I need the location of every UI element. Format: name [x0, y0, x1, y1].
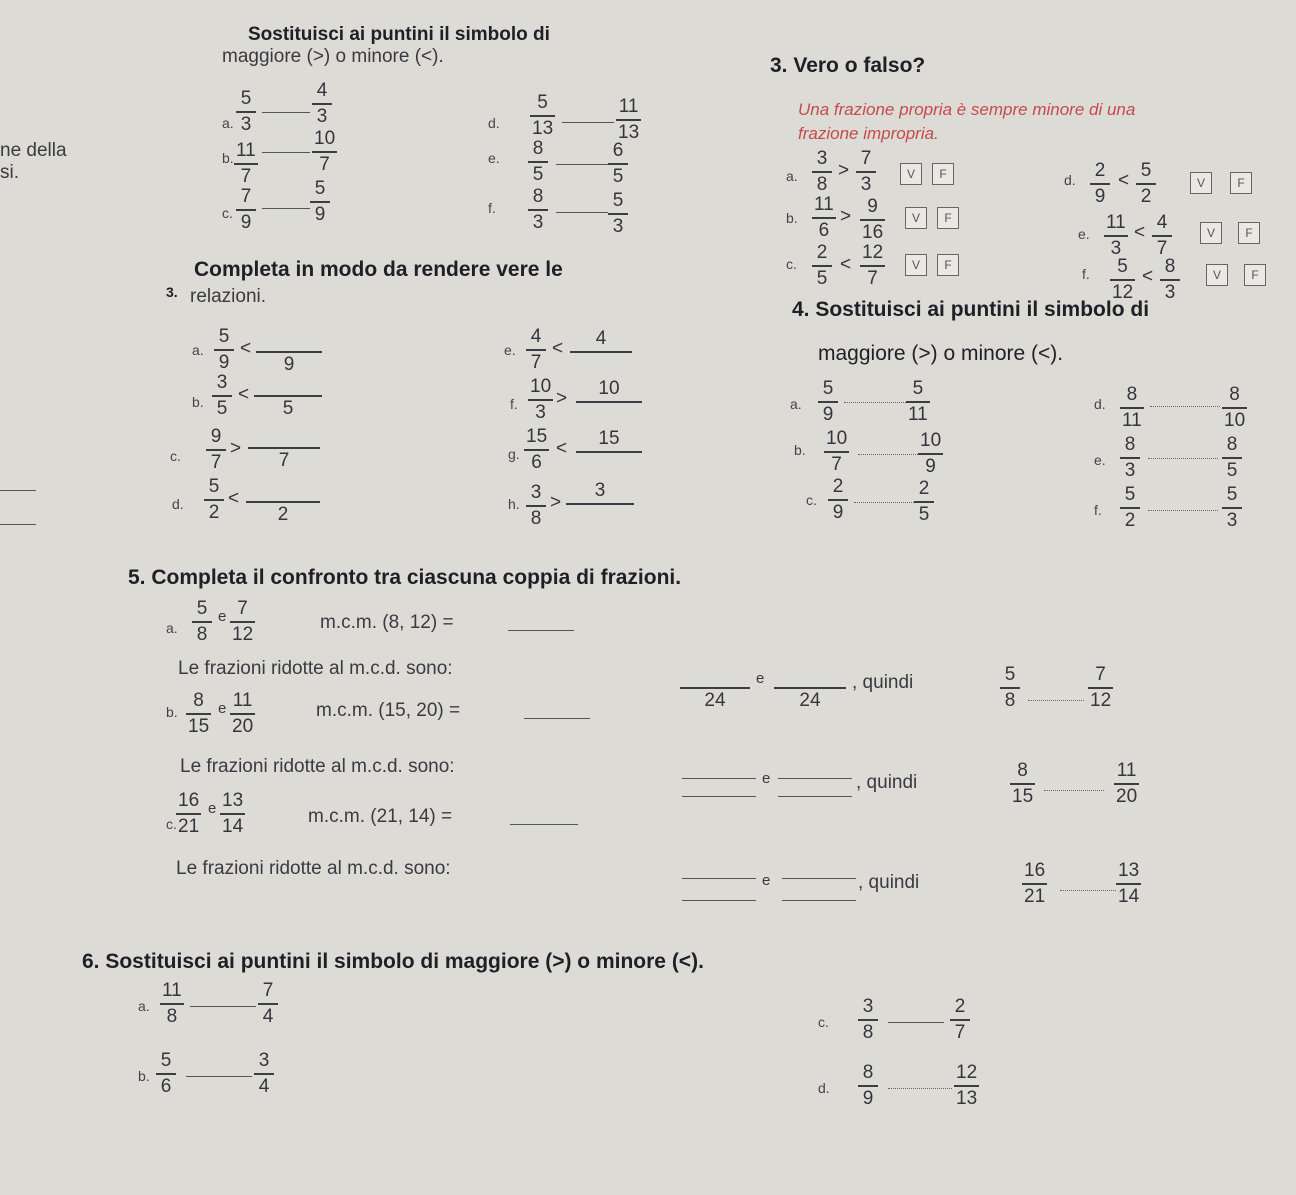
fraction: 4 7: [526, 326, 546, 374]
fraction: 5 9: [818, 378, 838, 426]
fraction: 13 14: [1118, 860, 1140, 907]
fraction: 10 3: [530, 376, 552, 423]
answer-blank[interactable]: [1148, 458, 1218, 459]
denominator-blank[interactable]: [682, 900, 756, 901]
fraction: 11 6: [814, 194, 834, 241]
fraction: 5 2: [1120, 484, 1140, 532]
fraction: 16 21: [178, 790, 200, 837]
numerator-blank[interactable]: [682, 778, 756, 779]
ex3-title: 3. Vero o falso?: [770, 54, 926, 77]
numerator-blank[interactable]: [778, 778, 852, 779]
fraction-incomplete[interactable]: 4: [570, 328, 632, 376]
fraction: 2 9: [1090, 160, 1110, 208]
reduced-text: Le frazioni ridotte al m.c.d. sono:: [178, 658, 453, 679]
fraction-incomplete[interactable]: 3: [566, 480, 634, 528]
answer-blank[interactable]: [262, 152, 310, 153]
ex2-subtitle: maggiore (>) o minore (<).: [222, 46, 444, 67]
answer-blank[interactable]: [1044, 790, 1104, 791]
false-box[interactable]: F: [937, 207, 959, 229]
fraction: 8 15: [1012, 760, 1034, 807]
fraction: 13 14: [222, 790, 244, 837]
mcm-label: m.c.m. (21, 14) =: [308, 806, 453, 827]
denominator-blank[interactable]: [782, 900, 856, 901]
mcm-label: m.c.m. (15, 20) =: [316, 700, 461, 721]
fraction: 9 7: [206, 426, 226, 474]
fraction: 7 4: [258, 980, 278, 1028]
numerator-blank[interactable]: [782, 878, 856, 879]
fraction: 7 9: [236, 186, 256, 234]
left-edge-text: si.: [0, 162, 19, 183]
fraction-incomplete[interactable]: 7: [248, 424, 320, 472]
fraction: 10 7: [314, 128, 336, 175]
true-box[interactable]: V: [1200, 222, 1222, 244]
denominator-blank[interactable]: [682, 796, 756, 797]
false-box[interactable]: F: [1230, 172, 1252, 194]
answer-blank[interactable]: [510, 824, 578, 825]
ex3b-title: Completa in modo da rendere vere le: [194, 258, 563, 281]
denominator-blank[interactable]: [778, 796, 852, 797]
fraction: 8 3: [528, 186, 548, 234]
fraction: 11 13: [618, 96, 640, 143]
true-box[interactable]: V: [900, 163, 922, 185]
ex2-title: Sostituisci ai puntini il simbolo di: [248, 24, 550, 45]
answer-blank[interactable]: [1150, 406, 1220, 407]
answer-blank[interactable]: [562, 122, 614, 123]
answer-blank[interactable]: [888, 1088, 952, 1089]
fraction: 5 11: [908, 378, 928, 425]
fraction: 7 12: [1090, 664, 1112, 711]
answer-blank[interactable]: [190, 1006, 256, 1007]
mcm-label: m.c.m. (8, 12) =: [320, 612, 454, 633]
numerator-blank[interactable]: [682, 878, 756, 879]
answer-blank[interactable]: [854, 502, 914, 503]
fraction: 16 21: [1024, 860, 1046, 907]
fraction: 5 8: [192, 598, 212, 646]
fraction: 5 12: [1112, 256, 1134, 303]
answer-blank[interactable]: [556, 212, 608, 213]
false-box[interactable]: F: [1244, 264, 1266, 286]
fraction: 5 3: [608, 190, 628, 238]
fraction: 4 7: [1152, 212, 1172, 260]
fraction: 10 7: [826, 428, 848, 475]
fraction: 5 13: [532, 92, 554, 139]
fraction-incomplete[interactable]: 10: [576, 378, 642, 426]
fraction: 5 6: [156, 1050, 176, 1098]
answer-blank[interactable]: [888, 1022, 944, 1023]
ex6-title: 6. Sostituisci ai puntini il simbolo di maggiore (>) o minore (<).: [82, 950, 704, 973]
margin-line: [0, 524, 36, 525]
fraction: 7 12: [232, 598, 254, 645]
fraction: 8 5: [528, 138, 548, 186]
false-box[interactable]: F: [937, 254, 959, 276]
fraction-incomplete[interactable]: 2: [246, 478, 320, 526]
fraction: 8 11: [1122, 384, 1142, 431]
fraction: 5 3: [236, 88, 256, 136]
true-box[interactable]: V: [1206, 264, 1228, 286]
fraction: 6 5: [608, 140, 628, 188]
fraction-incomplete[interactable]: 9: [256, 328, 322, 376]
ex5-title: 5. Completa il confronto tra ciascuna coppia di frazioni.: [128, 566, 682, 589]
fraction: 8 9: [858, 1062, 878, 1110]
ex3b-number: 3.: [166, 284, 178, 300]
ex4-title: 4. Sostituisci ai puntini il simbolo di: [792, 298, 1150, 321]
answer-blank[interactable]: [524, 718, 590, 719]
fraction: 7 3: [856, 148, 876, 196]
fraction-incomplete[interactable]: 24: [774, 664, 846, 712]
fraction-incomplete[interactable]: 24: [680, 664, 750, 712]
fraction: 12 13: [956, 1062, 978, 1109]
fraction: 3 8: [812, 148, 832, 196]
fraction-incomplete[interactable]: 5: [254, 372, 322, 420]
margin-line: [0, 490, 36, 491]
fraction: 5 9: [310, 178, 330, 226]
fraction: 2 5: [914, 478, 934, 526]
ex3-note: Una frazione propria è sempre minore di una: [798, 100, 1136, 119]
fraction: 3 8: [526, 482, 546, 530]
fraction: 12 7: [862, 242, 884, 289]
fraction: 10 9: [920, 430, 942, 477]
answer-blank[interactable]: [844, 402, 906, 403]
fraction: 11 3: [1106, 212, 1126, 259]
fraction: 5 9: [214, 326, 234, 374]
fraction: 15 6: [526, 426, 548, 473]
fraction: 11 20: [1116, 760, 1138, 807]
fraction: 8 10: [1224, 384, 1246, 431]
fraction: 3 4: [254, 1050, 274, 1098]
fraction-incomplete[interactable]: 15: [576, 428, 642, 476]
ex3-note: frazione impropria.: [798, 124, 939, 143]
answer-blank[interactable]: [1148, 510, 1218, 511]
true-box[interactable]: V: [905, 254, 927, 276]
answer-blank[interactable]: [262, 112, 310, 113]
fraction: 9 16: [862, 196, 884, 243]
fraction: 2 7: [950, 996, 970, 1044]
fraction: 8 3: [1120, 434, 1140, 482]
fraction: 5 3: [1222, 484, 1242, 532]
fraction: 11 7: [236, 140, 256, 187]
answer-blank[interactable]: [1060, 890, 1116, 891]
left-edge-text: ne della: [0, 140, 67, 161]
answer-blank[interactable]: [262, 208, 310, 209]
ex4-subtitle: maggiore (>) o minore (<).: [818, 342, 1064, 365]
fraction: 2 9: [828, 476, 848, 524]
fraction: 3 8: [858, 996, 878, 1044]
fraction: 5 8: [1000, 664, 1020, 712]
false-box[interactable]: F: [932, 163, 954, 185]
fraction: 11 20: [232, 690, 254, 737]
false-box[interactable]: F: [1238, 222, 1260, 244]
fraction: 3 5: [212, 372, 232, 420]
fraction: 8 5: [1222, 434, 1242, 482]
answer-blank[interactable]: [858, 454, 918, 455]
fraction: 4 3: [312, 80, 332, 128]
fraction: 8 15: [188, 690, 210, 737]
ex3b-subtitle: relazioni.: [190, 286, 267, 307]
reduced-text: Le frazioni ridotte al m.c.d. sono:: [176, 858, 451, 879]
fraction: 5 2: [204, 476, 224, 524]
reduced-text: Le frazioni ridotte al m.c.d. sono:: [180, 756, 455, 777]
true-box[interactable]: V: [1190, 172, 1212, 194]
fraction: 2 5: [812, 242, 832, 290]
fraction: 8 3: [1160, 256, 1180, 304]
answer-blank[interactable]: [1028, 700, 1084, 701]
answer-blank[interactable]: [186, 1076, 252, 1077]
answer-blank[interactable]: [556, 164, 608, 165]
true-box[interactable]: V: [905, 207, 927, 229]
fraction: 11 8: [162, 980, 182, 1027]
fraction: 5 2: [1136, 160, 1156, 208]
answer-blank[interactable]: [508, 630, 574, 631]
